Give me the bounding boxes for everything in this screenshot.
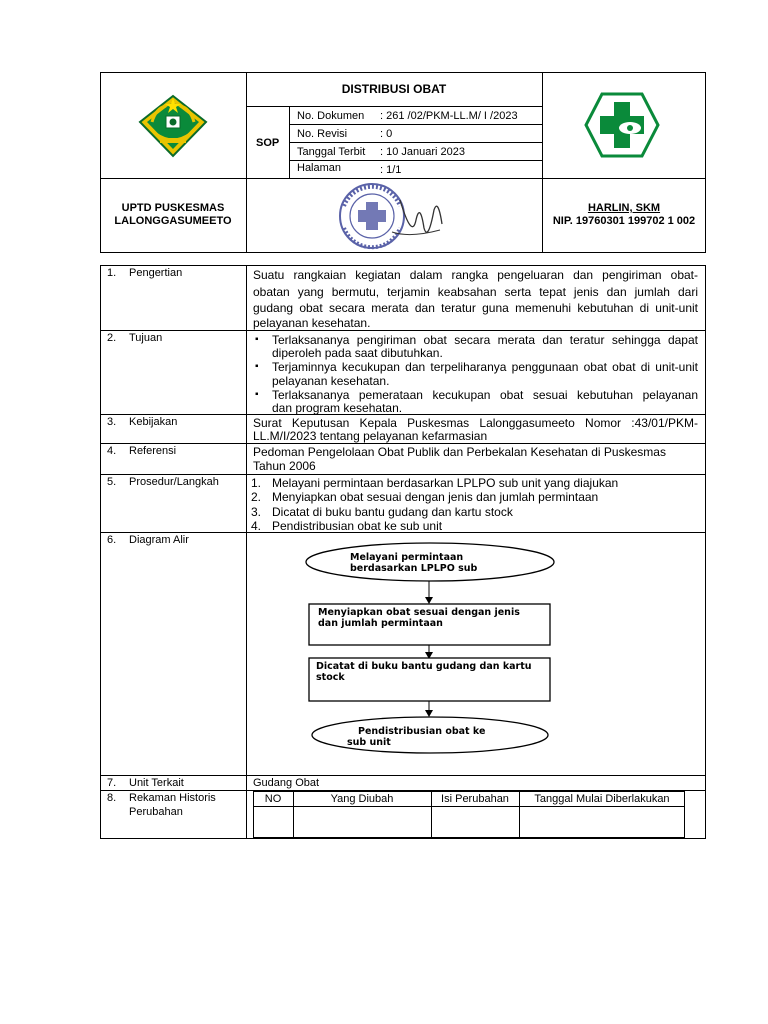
flow-node-text: Dicatat di buku bantu gudang dan kartu [316, 661, 532, 672]
tujuan-bullet: ▪ Terlaksananya pengiriman obat secara merata dan teratur sehingga dapat [272, 333, 698, 347]
row-label: Referensi [129, 445, 177, 457]
row-number: 7. [107, 777, 117, 789]
doc-row-label: No. Dokumen [297, 110, 365, 122]
divider [289, 142, 542, 143]
flow-arrowhead [425, 597, 433, 604]
signer-name: HARLIN, SKM [587, 202, 661, 214]
divider [289, 160, 542, 161]
doc-row-value: : 10 Januari 2023 [380, 146, 466, 158]
divider [253, 806, 685, 807]
procedure-step: Pendistribusian obat ke sub unit [272, 519, 443, 533]
row-number: 5. [107, 476, 117, 488]
org-name: LALONGGASUMEETO [114, 215, 232, 227]
flow-node-text: Melayani permintaan [350, 552, 464, 563]
doc-row-label: No. Revisi [297, 128, 348, 140]
table-header-cell: NO [264, 793, 282, 805]
flow-node-text: sub unit [347, 737, 391, 748]
referensi-line: Tahun 2006 [253, 459, 316, 473]
divider [100, 414, 706, 415]
doc-row-value: : 0 [380, 128, 393, 140]
row-number: 3. [107, 416, 117, 428]
page-title: DISTRIBUSI OBAT [341, 82, 447, 96]
pengertian-line: Suatu rangkaian kegiatan dalam rangka pengeluaran dan pengiriman obat- [253, 268, 698, 282]
row-number: 1. [107, 267, 117, 279]
doc-row-value: : 1/1 [380, 164, 402, 176]
divider [100, 443, 706, 444]
row-number: 8. [107, 792, 117, 804]
flow-node-text: Pendistribusian obat ke [358, 726, 486, 737]
flow-node-text: Menyiapkan obat sesuai dengan jenis [318, 607, 520, 618]
divider [100, 775, 706, 776]
tujuan-bullet-cont: pelayanan kesehatan. [272, 374, 390, 388]
row-label: Unit Terkait [129, 777, 184, 789]
table-header-cell: Tanggal Mulai Diberlakukan [534, 793, 670, 805]
divider [246, 72, 247, 253]
row-label: Prosedur/Langkah [129, 476, 219, 488]
kebijakan-line: LL.M/I/2023 tentang pelayanan kefarmasian [253, 429, 488, 443]
row-label: Rekaman Historis [129, 792, 216, 804]
puskesmas-cross-icon [584, 92, 660, 158]
org-name: UPTD PUSKESMAS [121, 202, 225, 214]
divider [100, 474, 706, 475]
flow-node-text: stock [316, 672, 345, 683]
flow-arrowhead [425, 710, 433, 717]
row-number: 6. [107, 534, 117, 546]
sop-label: SOP [256, 137, 280, 149]
table-header-cell: Yang Diubah [330, 793, 394, 805]
row-number: 2. [107, 332, 117, 344]
divider [100, 330, 706, 331]
row-label: Kebijakan [129, 416, 178, 428]
tujuan-bullet-cont: diperoleh pada saat dibutuhkan. [272, 346, 443, 360]
pengertian-line: obatan yang bermutu, terjamin keabsahan serta tepat jenis dan jumlah dari [253, 285, 698, 299]
divider [289, 124, 542, 125]
row-label: Diagram Alir [129, 534, 189, 546]
procedure-step: Dicatat di buku bantu gudang dan kartu stock [272, 505, 513, 519]
referensi-line: Pedoman Pengelolaan Obat Publik dan Perbekalan Kesehatan di Puskesmas [253, 445, 666, 459]
pengertian-line: pelayanan kesehatan. [253, 316, 371, 330]
tujuan-bullet: ▪ Terjaminnya kecukupan dan terpeliharanya penggunaan obat obat di unit-unit [272, 360, 698, 374]
flow-node-text: dan jumlah permintaan [318, 618, 443, 629]
table-header-cell: Isi Perubahan [441, 793, 509, 805]
divider [100, 178, 706, 179]
kebijakan-line: Surat Keputusan Kepala Puskesmas Lalonggasumeeto Nomor :43/01/PKM- [253, 416, 698, 430]
tujuan-bullet-cont: dan program kesehatan. [272, 401, 403, 415]
divider [246, 106, 542, 107]
district-emblem-icon [136, 94, 210, 158]
procedure-step: Menyiapkan obat sesuai dengan jenis dan jumlah permintaan [272, 490, 599, 504]
doc-row-label: Tanggal Terbit [297, 146, 366, 158]
row-label: Perubahan [129, 806, 183, 818]
row-label: Tujuan [129, 332, 163, 344]
doc-row-value: : 261 /02/PKM-LL.M/ I /2023 [380, 110, 518, 122]
pengertian-line: gudang obat secara merata dan teratur guna memenuhi kebutuhan di unit-unit [253, 301, 698, 315]
flow-node-text: berdasarkan LPLPO sub [350, 563, 478, 574]
official-stamp-icon [330, 180, 450, 252]
tujuan-bullet: ▪ Terlaksananya pemerataan kecukupan obat sesuai kebutuhan pelayanan [272, 388, 698, 402]
signer-nip: NIP. 19760301 199702 1 002 [552, 215, 696, 227]
row-label: Pengertian [129, 267, 183, 279]
procedure-step: Melayani permintaan berdasarkan LPLPO sub unit yang diajukan [272, 476, 619, 490]
doc-row-label: Halaman [297, 162, 342, 174]
row-number: 4. [107, 445, 117, 457]
unit-terkait-value: Gudang Obat [253, 777, 320, 789]
